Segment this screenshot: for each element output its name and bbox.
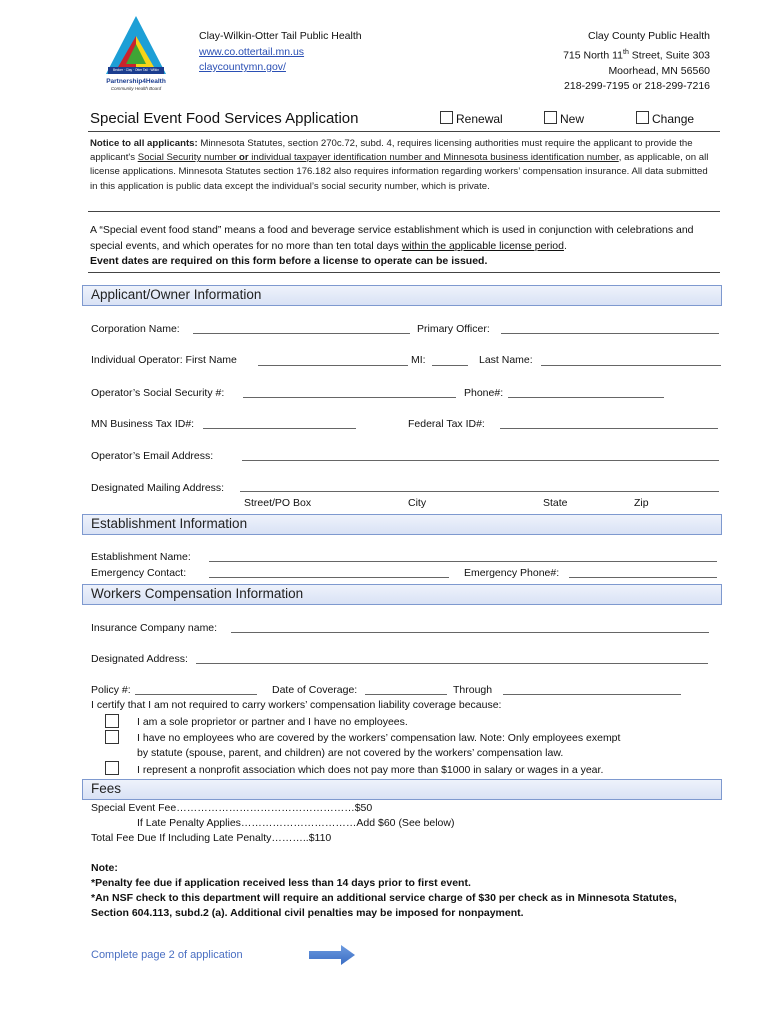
first-name-label: Individual Operator: First Name [91,354,237,366]
street-caption: Street/PO Box [244,497,312,509]
state-caption: State [543,497,568,509]
exempt-option-2b: by statute (spouse, parent, and children) are not covered by the workers’ compensation law. [137,747,564,759]
exempt-checkbox-2[interactable] [105,730,119,744]
exempt-checkbox-3[interactable] [105,761,119,775]
logo [104,14,168,94]
coverage-input[interactable] [365,694,447,695]
emergency-phone-label: Emergency Phone#: [464,567,560,579]
exempt-option-2a: I have no employees who are covered by the workers’ compensation law. Note: Only employees exempt [137,732,621,744]
zip-caption: Zip [634,497,649,509]
header-left-org: Clay-Wilkin-Otter Tail Public Health [199,30,362,42]
change-checkbox[interactable] [636,111,649,124]
notice-id-underline: individual taxpayer identification number and Minnesota business identification number [248,152,619,164]
insurance-label: Insurance Company name: [91,622,218,634]
renewal-checkbox[interactable] [440,111,453,124]
city-caption: City [408,497,427,509]
header-right [563,29,710,95]
emergency-contact-input[interactable] [209,577,449,578]
note-statute: Section 604.113, subd.2 (a). Additional civil penalties may be imposed for nonpayment. [91,907,524,919]
next-page-link[interactable]: Complete page 2 of application [91,949,243,961]
notice-text-1: Minnesota Statutes, section 270c.72, subd. 4, requires licensing authorities must require the applicant to provide the applicant's [90,138,693,164]
note-heading: Note: [91,862,118,874]
fed-tax-input[interactable] [500,428,718,429]
policy-label: Policy #: [91,684,131,696]
notice-paragraph [90,137,715,194]
fee-line-2: If Late Penalty Applies……………………………Add $60 (See below) [137,817,455,829]
definition-divider [88,272,720,273]
section-fees: Fees [82,779,722,800]
establishment-name-label: Establishment Name: [91,551,191,563]
page-title: Special Event Food Services Application [90,110,359,127]
section-establishment: Establishment Information [82,514,722,535]
notice-bold: Notice to all applicants: [90,138,198,149]
coverage-label: Date of Coverage: [272,684,358,696]
fed-tax-label: Federal Tax ID#: [408,418,485,430]
mn-tax-label: MN Business Tax ID#: [91,418,195,430]
mailing-input[interactable] [240,491,719,492]
claycounty-link[interactable]: claycountymn.gov/ [199,61,286,73]
first-name-input[interactable] [258,365,408,366]
last-name-label: Last Name: [479,354,533,366]
mn-tax-input[interactable] [203,428,356,429]
definition-paragraph [90,223,715,270]
mailing-label: Designated Mailing Address: [91,482,225,494]
definition-bold: Event dates are required on this form before a license to operate can be issued. [90,255,488,267]
designated-address-input[interactable] [196,663,708,664]
header-right-address: 715 North 11th Street, Suite 303 [563,48,710,61]
definition-underline: within the applicable license period [401,239,564,252]
notice-divider [88,211,720,212]
ssn-input[interactable] [243,397,456,398]
exempt-option-1: I am a sole proprietor or partner and I have no employees. [137,716,408,728]
email-input[interactable] [242,460,719,461]
certify-text: I certify that I am not required to carry workers’ compensation liability coverage because: [91,699,502,711]
logo-band-text: Becker · Clay · Otter Tail · Wilkin [113,68,159,72]
emergency-phone-input[interactable] [569,577,717,578]
definition-text-1: A “Special event food stand” means a food and beverage service establishment which is used in conjunction with celebrations and special events, and which operates for no more than ten total days [90,224,694,252]
section-workers: Workers Compensation Information [82,584,722,605]
new-checkbox[interactable] [544,111,557,124]
logo-name: Partnership4Health [106,78,166,85]
logo-sub: Community Health Board [110,86,162,91]
renewal-label: Renewal [456,112,503,126]
header-right-phone: 218-299-7195 or 218-299-7216 [564,80,710,92]
emergency-contact-label: Emergency Contact: [91,567,187,579]
through-input[interactable] [503,694,681,695]
policy-input[interactable] [135,694,257,695]
officer-label: Primary Officer: [417,323,490,335]
notice-ssn-underline: Social Security number [137,152,240,164]
designated-address-label: Designated Address: [91,653,188,665]
phone-input[interactable] [508,397,664,398]
corporation-label: Corporation Name: [91,323,180,335]
mi-input[interactable] [432,365,468,366]
header-left [199,29,362,76]
fee-line-1: Special Event Fee……………………………………………$50 [91,802,373,814]
ssn-label: Operator’s Social Security #: [91,387,225,399]
renewal-option[interactable] [440,111,503,126]
note-penalty: *Penalty fee due if application received less than 14 days prior to first event. [91,877,471,889]
notice-text-2: , as applicable, on all license applications. Minnesota Statutes section 176.182 also requires information regarding workers’ compensation insurance. All data submitted in this application is public data except the individual’s social security number, which is private. [90,152,709,192]
last-name-input[interactable] [541,365,721,366]
arrow-right-icon[interactable] [309,945,355,965]
title-divider [88,131,720,132]
officer-input[interactable] [501,333,719,334]
notice-or: or [239,152,249,164]
exempt-checkbox-1[interactable] [105,714,119,728]
section-applicant: Applicant/Owner Information [82,285,722,306]
through-label: Through [453,684,493,696]
establishment-name-input[interactable] [209,561,717,562]
header-right-city: Moorhead, MN 56560 [608,64,710,77]
change-option[interactable] [636,111,694,126]
new-option[interactable] [544,111,584,126]
definition-period: . [563,239,567,252]
fee-line-3: Total Fee Due If Including Late Penalty………..$110 [91,832,332,844]
new-label: New [560,112,585,126]
header-right-org: Clay County Public Health [588,30,710,42]
phone-label: Phone#: [464,387,504,399]
corporation-input[interactable] [193,333,410,334]
exempt-option-3: I represent a nonprofit association which does not pay more than $1000 in salary or wages in a year. [137,764,604,776]
email-label: Operator’s Email Address: [91,450,214,462]
note-nsf: *An NSF check to this department will require an additional service charge of $30 per check as in Minnesota Statutes, [91,892,677,904]
ottertail-link[interactable]: www.co.ottertail.mn.us [199,45,305,58]
insurance-input[interactable] [231,632,709,633]
mi-label: MI: [411,354,426,366]
change-label: Change [652,112,695,126]
